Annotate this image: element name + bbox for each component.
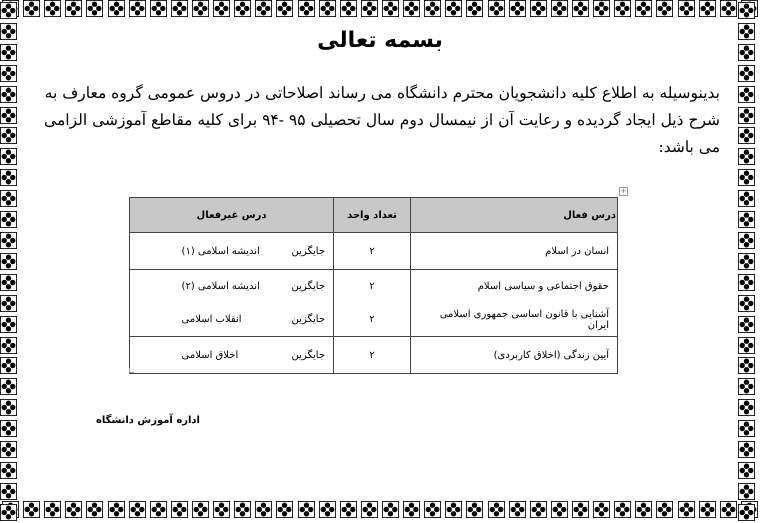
flower-icon — [738, 295, 755, 312]
flower-icon — [738, 441, 755, 458]
flower-icon — [0, 86, 17, 103]
flower-icon — [150, 0, 167, 17]
active-course-cell: حقوق اجتماعی و سیاسی اسلام — [411, 270, 618, 304]
flower-icon — [738, 127, 755, 144]
units-cell: ۲ — [334, 337, 411, 374]
inactive-course-cell — [130, 270, 334, 304]
flower-icon — [340, 0, 357, 17]
flower-icon — [213, 501, 230, 518]
table-move-handle[interactable]: + — [620, 187, 627, 195]
flower-icon — [738, 211, 755, 228]
flower-icon — [171, 501, 188, 518]
flower-icon — [0, 274, 17, 291]
flower-icon — [255, 501, 272, 518]
flower-icon — [0, 169, 17, 186]
flower-icon — [0, 399, 17, 416]
page-title: بسمه تعالی — [317, 28, 443, 53]
flower-icon — [738, 232, 755, 249]
table-row — [130, 270, 618, 304]
flower-icon — [65, 501, 82, 518]
flower-icon — [213, 0, 230, 17]
flower-icon — [234, 501, 251, 518]
flower-icon — [738, 420, 755, 437]
units-cell: ۲ — [334, 303, 411, 337]
flower-icon — [699, 0, 716, 17]
header-active-course: درس فعال — [411, 198, 618, 233]
flower-icon — [0, 441, 17, 458]
flower-icon — [738, 378, 755, 395]
units-cell: ۲ — [334, 233, 411, 270]
flower-icon — [551, 501, 568, 518]
units-cell: ۲ — [334, 270, 411, 304]
inactive-course-name: اخلاق اسلامی — [181, 349, 239, 361]
flower-icon — [738, 107, 755, 124]
flower-icon — [738, 2, 755, 19]
replacement-label: جایگزین — [291, 349, 325, 361]
flower-icon — [572, 0, 589, 17]
flower-icon — [23, 501, 40, 518]
flower-icon — [0, 420, 17, 437]
flower-icon — [738, 399, 755, 416]
flower-icon — [0, 253, 17, 270]
flower-icon — [551, 0, 568, 17]
flower-icon — [171, 0, 188, 17]
flower-icon — [530, 501, 547, 518]
bottom-border — [0, 501, 760, 523]
flower-icon — [738, 337, 755, 354]
inactive-course-cell — [130, 233, 334, 270]
flower-icon — [0, 211, 17, 228]
flower-icon — [720, 0, 737, 17]
right-border — [738, 0, 760, 523]
flower-icon — [656, 501, 673, 518]
flower-icon — [0, 232, 17, 249]
flower-icon — [44, 0, 61, 17]
flower-icon — [738, 65, 755, 82]
inactive-course-cell — [130, 337, 334, 374]
flower-icon — [0, 316, 17, 333]
flower-icon — [509, 501, 526, 518]
flower-icon — [150, 501, 167, 518]
flower-icon — [361, 501, 378, 518]
left-border — [0, 0, 22, 523]
flower-icon — [738, 86, 755, 103]
flower-icon — [0, 504, 17, 521]
flower-icon — [382, 0, 399, 17]
flower-icon — [0, 378, 17, 395]
active-course-cell: انسان در اسلام — [411, 233, 618, 270]
flower-icon — [614, 501, 631, 518]
flower-icon — [738, 462, 755, 479]
replacement-label: جایگزین — [291, 245, 325, 257]
flower-icon — [255, 0, 272, 17]
flower-icon — [0, 483, 17, 500]
announcement-paragraph: بدینوسیله به اطلاع کلیه دانشجویان محترم دانشگاه می رساند اصلاحاتی در دروس عمومی گروه معارف به شرح ذیل ایجاد گردیده و رعایت آن از نیمسال دوم سال تحصیلی ۹۵ -۹۴ برای کلیه مقاطع آموزشی الزامی می باشد: — [44, 84, 720, 156]
flower-icon — [738, 169, 755, 186]
flower-icon — [0, 295, 17, 312]
header-inactive-course: درس غیرفعال — [130, 198, 334, 233]
table-row — [130, 303, 618, 337]
table-corner-mark — [129, 368, 134, 373]
table-row — [130, 233, 618, 270]
flower-icon — [738, 504, 755, 521]
flower-icon — [738, 148, 755, 165]
flower-icon — [403, 501, 420, 518]
flower-icon — [319, 501, 336, 518]
flower-icon — [424, 0, 441, 17]
flower-icon — [466, 501, 483, 518]
flower-icon — [0, 2, 17, 19]
flower-icon — [635, 501, 652, 518]
inactive-course-name: اندیشه اسلامی (۱) — [181, 245, 260, 257]
flower-icon — [86, 0, 103, 17]
inactive-course-name: انقلاب اسلامی — [181, 314, 242, 325]
flower-icon — [593, 0, 610, 17]
signature-text: اداره آموزش دانشگاه — [95, 415, 200, 426]
inactive-course-cell — [130, 303, 334, 337]
flower-icon — [192, 0, 209, 17]
flower-icon — [488, 0, 505, 17]
flower-icon — [738, 274, 755, 291]
flower-icon — [108, 501, 125, 518]
inactive-course-name: اندیشه اسلامی (۲) — [181, 281, 260, 292]
flower-icon — [656, 0, 673, 17]
flower-icon — [0, 127, 17, 144]
flower-icon — [424, 501, 441, 518]
flower-icon — [530, 0, 547, 17]
flower-icon — [276, 0, 293, 17]
flower-icon — [0, 462, 17, 479]
flower-icon — [699, 501, 716, 518]
flower-icon — [234, 0, 251, 17]
flower-icon — [445, 0, 462, 17]
flower-icon — [720, 501, 737, 518]
flower-icon — [65, 0, 82, 17]
flower-icon — [678, 501, 695, 518]
flower-icon — [572, 501, 589, 518]
courses-table — [129, 197, 618, 374]
flower-icon — [0, 337, 17, 354]
flower-icon — [614, 0, 631, 17]
flower-icon — [298, 0, 315, 17]
flower-icon — [382, 501, 399, 518]
flower-icon — [276, 501, 293, 518]
flower-icon — [129, 0, 146, 17]
flower-icon — [192, 501, 209, 518]
flower-icon — [0, 148, 17, 165]
replacement-label: جایگزین — [291, 314, 325, 325]
flower-icon — [129, 501, 146, 518]
flower-icon — [593, 501, 610, 518]
flower-icon — [635, 0, 652, 17]
flower-icon — [509, 0, 526, 17]
flower-icon — [0, 190, 17, 207]
flower-icon — [403, 0, 420, 17]
flower-icon — [678, 0, 695, 17]
flower-icon — [738, 253, 755, 270]
replacement-label: جایگزین — [291, 281, 325, 292]
flower-icon — [0, 107, 17, 124]
flower-icon — [44, 501, 61, 518]
flower-icon — [0, 65, 17, 82]
flower-icon — [488, 501, 505, 518]
flower-icon — [738, 357, 755, 374]
table-row — [130, 337, 618, 374]
flower-icon — [0, 357, 17, 374]
flower-icon — [738, 483, 755, 500]
flower-icon — [108, 0, 125, 17]
top-border — [0, 0, 760, 22]
flower-icon — [86, 501, 103, 518]
header-units: تعداد واحد — [334, 198, 411, 233]
flower-icon — [319, 0, 336, 17]
flower-icon — [23, 0, 40, 17]
flower-icon — [466, 0, 483, 17]
table-header-row — [130, 198, 618, 233]
flower-icon — [298, 501, 315, 518]
flower-icon — [738, 316, 755, 333]
active-course-cell: آیین زندگی (اخلاق کاربردی) — [411, 337, 618, 374]
flower-icon — [738, 190, 755, 207]
active-course-cell: آشنایی با قانون اساسی جمهوری اسلامی ایران — [411, 303, 618, 337]
flower-icon — [340, 501, 357, 518]
flower-icon — [361, 0, 378, 17]
flower-icon — [445, 501, 462, 518]
